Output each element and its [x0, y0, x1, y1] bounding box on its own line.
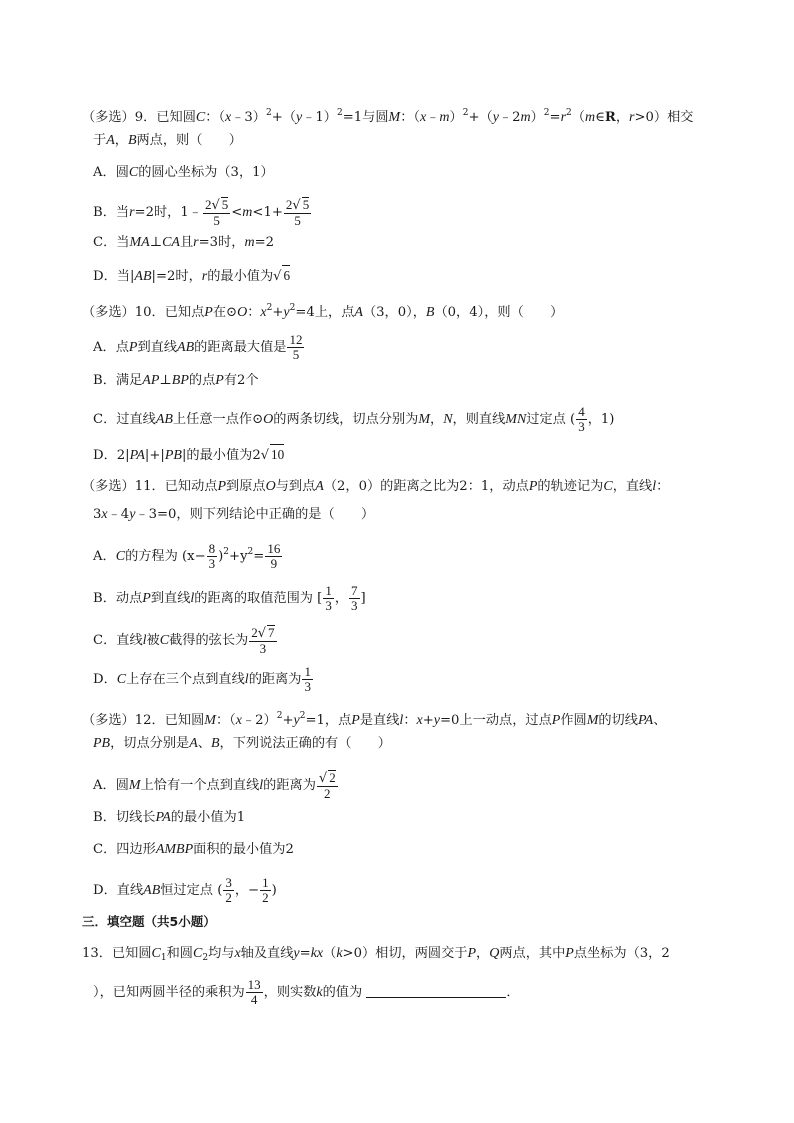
q12-stem-line1: （多选）12．已知圆M：$(x﹣2)^2+y^2=1$，点P是直线l：x+y=0上一动点，过点P作圆M的切线PA、 [82, 711, 667, 728]
q9-stem-line2: 于A，B两点，则（ ） [93, 133, 242, 148]
q10-option-d[interactable]: D．2|PA|+|PB|的最小值为2√ 10 [93, 444, 284, 466]
q9-option-b[interactable]: B．当r=2时，1﹣ $\frac{2√ 5}{5}$ <m<1+ $\frac{2√ 5}{5}$ [93, 197, 310, 228]
q11-option-a[interactable]: A．C的方程为 (x− $\frac{8}{3}$ )$^2+y^2=$ $\frac{16}{9}$ [93, 541, 281, 571]
fraction: $\frac{12}{5}$ [289, 332, 303, 362]
q13-stem-line1: 13．已知圆$C_1$和圆$C_2$均与x轴及直线y=kx（k>0）相切，两圆交于P，Q两点，其中P点坐标为（3，2 [82, 946, 670, 963]
q10-stem: （多选）10．已知点P在⊙O：$x^2+y^2=4$上，点A（3，0），B（0，4），则（ ） [82, 303, 564, 320]
fraction: $\frac{16}{9}$ [267, 541, 281, 571]
q12-option-a[interactable]: A．圆M上恰有一个点到直线l的距离为 $\frac{√ 2}{2}$ [93, 770, 336, 801]
q9-stem-text: （多选）9．已知圆C：（x﹣3）$^2$+（y﹣1）$^2$=1与圆M：$(x﹣m)^2+(y﹣2m)^2=r^2(m\in R$，r>0）相交 [82, 108, 694, 125]
fraction: $\frac{8}{3}$ [208, 541, 216, 571]
q11-option-d[interactable]: D．C上存在三个点到直线l的距离为 $\frac{1}{3}$ [93, 664, 311, 694]
q13-stem-line2: ），已知两圆半径的乘积为 $\frac{13}{4}$ ，则实数k的值为 ． [93, 977, 520, 1007]
q9-option-d[interactable]: D．当|AB|=2时，r的最小值为√ 6 [93, 265, 290, 287]
q11-stem-line2: 3x﹣4y﹣3=0，则下列结论中正确的是（ ） [93, 507, 375, 522]
fraction: $\frac{1}{2}$ [262, 875, 269, 905]
q9-option-c[interactable]: C．当MA⊥CA且r=3时，m=2 [93, 235, 275, 250]
section-heading: 三．填空题（共5小题） [82, 914, 216, 929]
answer-blank[interactable] [366, 983, 506, 998]
fraction: $\frac{1}{3}$ [325, 583, 332, 613]
q10-option-b[interactable]: B．满足AP⊥BP的点P有2个 [93, 373, 259, 388]
q10-option-c[interactable]: C．过直线AB上任意一点作⊙O的两条切线，切点分别为M，N，则直线MN过定点 ( $\frac{4}{3}$ ，1) [93, 404, 615, 434]
q11-stem-line1: （多选）11．已知动点P到原点O与到点A（2，0）的距离之比为2：1，动点P的轨迹记为C，直线l： [82, 479, 670, 494]
fraction: $\frac{2√ 5}{5}$ [204, 197, 229, 228]
fraction: $\frac{3}{2}$ [225, 875, 232, 905]
q9-option-a[interactable]: A．圆C的圆心坐标为（3，1） [93, 165, 274, 180]
q12-option-d[interactable]: D．直线AB恒过定点 ( $\frac{3}{2}$ ，− $\frac{1}{2}$ ) [93, 875, 277, 905]
fraction: $\frac{7}{3}$ [351, 583, 358, 613]
q9-stem-line1 [82, 103, 693, 128]
q12-option-b[interactable]: B．切线长PA的最小值为1 [93, 810, 246, 825]
q12-stem-line2: PB，切点分别是A、B，下列说法正确的有（ ） [93, 736, 391, 751]
q10-option-a[interactable]: A．点P到直线AB的距离最大值是 $\frac{12}{5}$ [93, 332, 303, 362]
fraction: $\frac{2√ 5}{5}$ [285, 197, 310, 228]
q11-option-c[interactable]: C．直线l被C截得的弦长为 $\frac{2√ 7}{3}$ [93, 625, 275, 656]
fraction: $\frac{13}{4}$ [247, 977, 261, 1007]
fraction: $\frac{√ 2}{2}$ [318, 770, 336, 801]
q12-option-c[interactable]: C．四边形AMBP面积的最小值为2 [93, 842, 294, 857]
q11-option-b[interactable]: B．动点P到直线l的距离的取值范围为 [ $\frac{1}{3}$ ， $\frac{7}{3}$ ] [93, 583, 366, 613]
fraction: $\frac{4}{3}$ [578, 404, 585, 434]
fraction: $\frac{1}{3}$ [304, 664, 311, 694]
fraction: $\frac{2√ 7}{3}$ [251, 625, 275, 656]
